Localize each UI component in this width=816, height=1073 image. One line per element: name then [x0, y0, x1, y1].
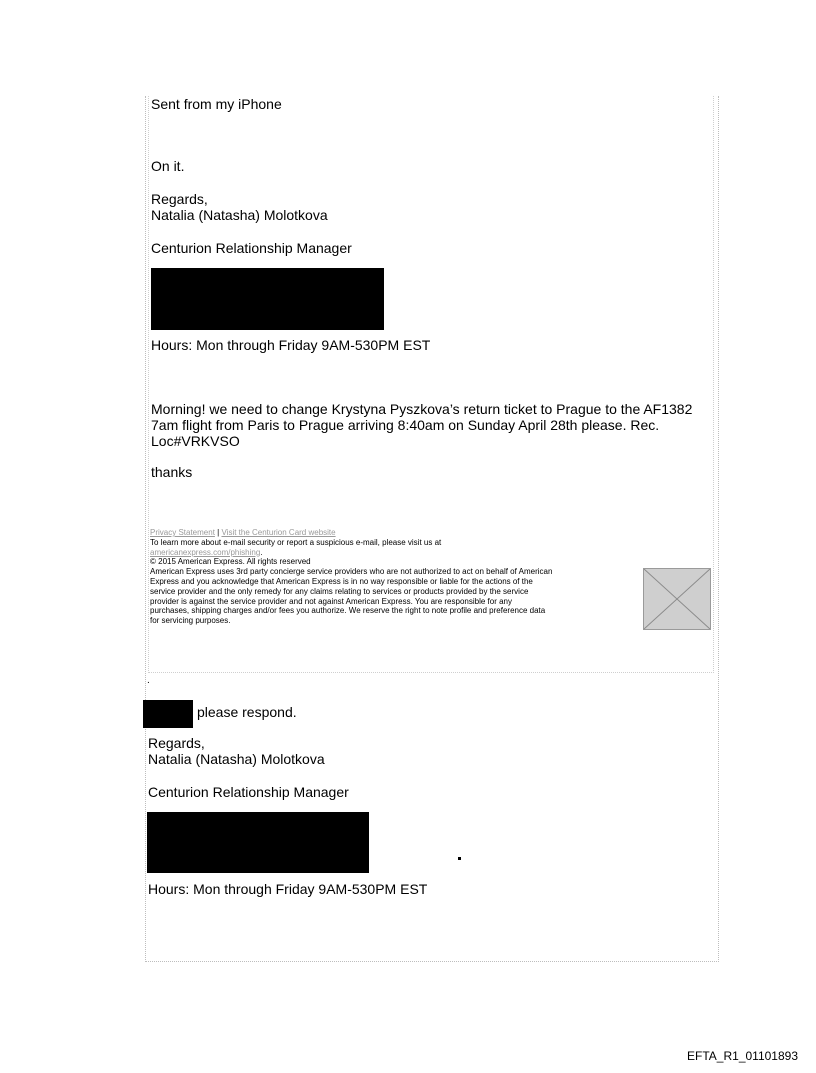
- request-line: Morning! we need to change Krystyna Pyszkova’s return ticket to Prague to the AF1382: [151, 401, 693, 417]
- link-separator: |: [217, 528, 220, 537]
- thanks-text: thanks: [151, 464, 193, 480]
- redaction-block: [147, 812, 369, 873]
- regards-text: Regards,: [148, 735, 205, 751]
- sender-name: Natalia (Natasha) Molotkova: [148, 751, 325, 767]
- legal-line: Express and you acknowledge that American Express is in no way responsible or liable for the actions of the: [150, 576, 533, 586]
- phishing-link[interactable]: americanexpress.com/phishing: [150, 547, 261, 557]
- legal-line: American Express uses 3rd party concierge service providers who are not authorized to act on behalf of American: [150, 567, 553, 577]
- regards-text: Regards,: [151, 191, 208, 207]
- hours-text: Hours: Mon through Friday 9AM-530PM EST: [151, 337, 431, 353]
- sender-title: Centurion Relationship Manager: [148, 784, 349, 800]
- sender-name: Natalia (Natasha) Molotkova: [151, 207, 328, 223]
- disclaimer-links-row: [150, 528, 640, 538]
- document-id: EFTA_R1_01101893: [687, 1049, 798, 1063]
- disclaimer-block: [150, 528, 640, 626]
- broken-image-placeholder: [643, 568, 711, 630]
- centurion-website-link[interactable]: Visit the Centurion Card website: [221, 528, 336, 537]
- sender-title: Centurion Relationship Manager: [151, 240, 352, 256]
- legal-line: provider is against the service provider and not against American Express. You are responsible for any: [150, 596, 512, 606]
- privacy-statement-link[interactable]: Privacy Statement: [150, 528, 215, 537]
- speck-mark: [458, 857, 461, 860]
- legal-line: purchases, shipping charges and/or fees you authorize. We reserve the right to note profile and preference data: [150, 606, 546, 616]
- hours-text: Hours: Mon through Friday 9AM-530PM EST: [148, 881, 428, 897]
- reply-text: On it.: [151, 158, 185, 174]
- security-text: To learn more about e-mail security or report a suspicious e-mail, please visit us at: [150, 537, 442, 547]
- request-line: 7am flight from Paris to Prague arriving 8:40am on Sunday April 28th please. Rec.: [151, 417, 660, 433]
- sent-from-line: Sent from my iPhone: [151, 96, 282, 112]
- legal-line: for servicing purposes.: [150, 616, 231, 626]
- legal-line: service provider and the only remedy for any claims relating to services or products provided by the service: [150, 586, 529, 596]
- redaction-block: [143, 700, 193, 728]
- copyright-text: © 2015 American Express. All rights reserved: [150, 557, 311, 567]
- phishing-period: .: [260, 547, 263, 557]
- image-placeholder-icon: [644, 569, 710, 629]
- respond-text: please respond.: [197, 704, 297, 720]
- stray-dot: .: [147, 675, 150, 686]
- redaction-block: [151, 268, 384, 330]
- phishing-row: [150, 548, 640, 558]
- request-line: Loc#VRKVSO: [151, 433, 240, 449]
